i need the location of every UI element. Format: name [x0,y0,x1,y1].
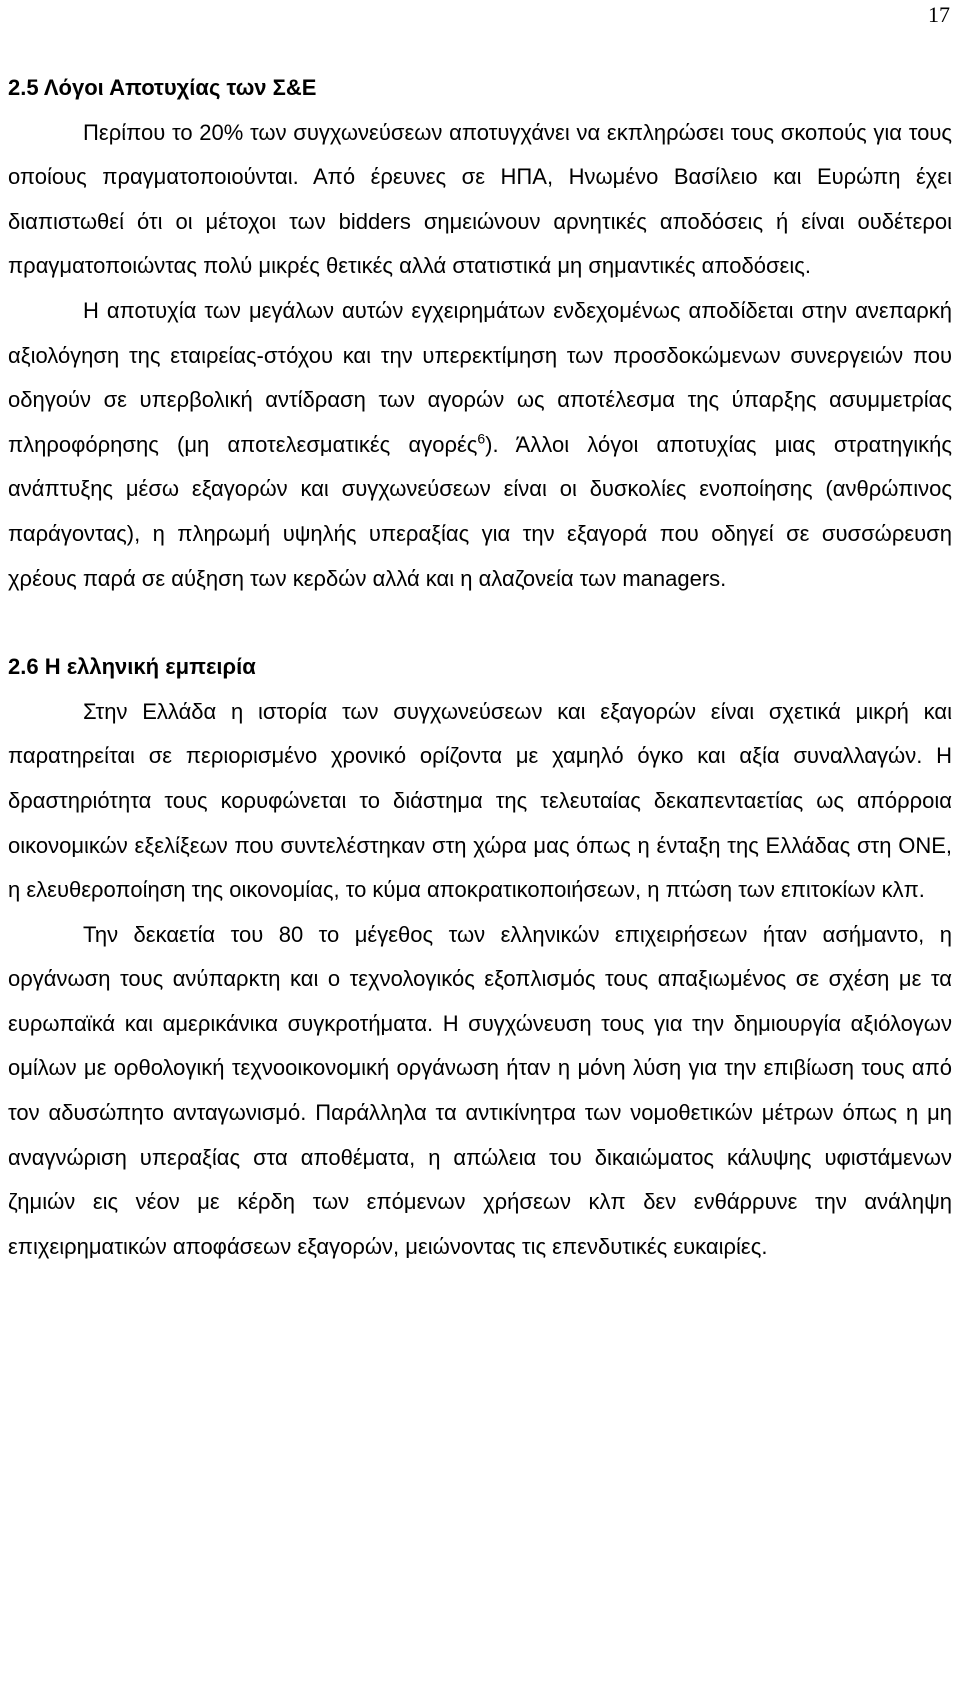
footnote-marker[interactable]: 6 [477,430,486,447]
paragraph: Περίπου το 20% των συγχωνεύσεων αποτυγχάνει να εκπληρώσει τους σκοπούς για τους οποίους πραγματοποιούνται. Από έρευνες σε ΗΠΑ, Ηνωμένο Βασίλειο και Ευρώπη έχει διαπιστωθεί ότι οι μέτοχοι των bidders σημειώνουν αρνητικές αποδόσεις ή είναι ουδέτεροι πραγματοποιώντας πολύ μικρές θετικές αλλά στατιστικά μη σημαντικές αποδόσεις. [8,119,952,279]
paragraph: Την δεκαετία του 80 το μέγεθος των ελληνικών επιχειρήσεων ήταν ασήμαντο, η οργάνωση τους ανύπαρκτη και ο τεχνολογικός εξοπλισμός τους απαξιωμένος σε σχέση με τα ευρωπαϊκά και αμερικάνικα συγκροτήματα. Η συγχώνευση τους για την δημιουργία αξιόλογων ομίλων με ορθολογική τεχνοοικονομική οργάνωση ήταν η μόνη λύση για την επιβίωση τους από τον αδυσώπητο ανταγωνισμό. Παράλληλα τα αντικίνητρα των νομοθετικών μέτρων όπως η μη αναγνώριση υπεραξίας στα αποθέματα, η απώλεια του δικαιώματος κάλυψης υφιστάμενων ζημιών εις νέον με κέρδη των επόμενων χρήσεων κλπ δεν ενθάρρυνε την ανάληψη επιχειρηματικών αποφάσεων εξαγορών, μειώνοντας τις επενδυτικές ευκαιρίες. [8,921,952,1259]
document-body [8,66,952,1269]
section-heading: 2.5 Λόγοι Αποτυχίας των Σ&Ε [8,75,317,100]
page-number: 17 [928,2,950,27]
section-greek-experience [8,645,952,1269]
paragraph: Στην Ελλάδα η ιστορία των συγχωνεύσεων και εξαγορών είναι σχετικά μικρή και παρατηρείται σε περιορισμένο χρονικό ορίζοντα με χαμηλό όγκο και αξία συναλλαγών. Η δραστηριότητα τους κορυφώνεται το διάστημα της τελευταίας δεκαπενταετίας ως απόρροια οικονομικών εξελίξεων που συντελέστηκαν στη χώρα μας όπως η ένταξη της Ελλάδας στη ΟΝΕ, η ελευθεροποίηση της οικονομίας, το κύμα αποκρατικοποιήσεων, η πτώση των επιτοκίων κλπ. [8,698,952,903]
paragraph-text: ). Άλλοι λόγοι αποτυχίας μιας στρατηγικής ανάπτυξης μέσω εξαγορών και συγχωνεύσεων είναι οι δυσκολίες ενοποίησης (ανθρώπινος παράγοντας), η πληρωμή υψηλής υπεραξίας για την εξαγορά που οδηγεί σε συσσώρευση χρέους παρά σε αύξηση των κερδών αλλά και η αλαζονεία των managers. [8,431,953,591]
paragraph-text: Η αποτυχία των μεγάλων αυτών εγχειρημάτων ενδεχομένως αποδίδεται στην ανεπαρκή αξιολόγηση της εταιρείας-στόχου και την υπερεκτίμηση των προσδοκώμενων συνεργειών που οδηγούν σε υπερβολική αντίδραση των αγορών ως αποτέλεσμα της ύπαρξης ασυμμετρίας πληροφόρησης (μη αποτελεσματικές αγορές [8,297,952,457]
paragraph [8,289,952,601]
section-failure-reasons [8,66,952,601]
section-heading: 2.6 Η ελληνική εμπειρία [8,654,256,680]
